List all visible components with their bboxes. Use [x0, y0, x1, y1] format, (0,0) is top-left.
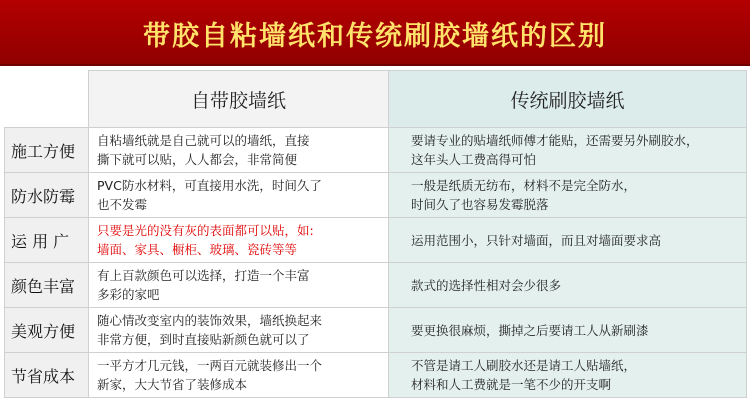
cell-line: 随心情改变室内的装饰效果，墙纸换起来	[97, 313, 323, 328]
cell-line: 新家，大大节省了装修成本	[97, 377, 248, 392]
cell-line: 材料和人工费就是一笔不少的开支啊	[411, 377, 612, 392]
header-traditional: 传统刷胶墙纸	[389, 71, 747, 128]
table-row	[5, 353, 747, 398]
self-adhesive-cell	[89, 173, 389, 218]
header-self-adhesive: 自带胶墙纸	[89, 71, 389, 128]
cell-line: 自粘墙纸就是自己就可以的墙纸，直接	[97, 133, 310, 148]
cell-line: 撕下就可以贴，人人都会，非常简便	[97, 152, 298, 167]
row-label: 美观方便	[5, 308, 89, 353]
cell-line: 一般是纸质无纺布，材料不是完全防水，	[411, 178, 637, 193]
cell-line: 不管是请工人刷胶水还是请工人贴墙纸，	[411, 358, 637, 373]
cell-line: 只要是光的没有灰的表面都可以贴，如:	[97, 223, 314, 238]
comparison-table	[4, 70, 747, 398]
cell-line: 运用范围小，只针对墙面，而且对墙面要求高	[411, 232, 662, 248]
traditional-cell	[389, 353, 747, 398]
traditional-cell	[389, 128, 747, 173]
cell-line: 非常方便，到时直接贴新颜色就可以了	[97, 332, 310, 347]
row-label: 颜色丰富	[5, 263, 89, 308]
header-blank-cell	[5, 71, 89, 128]
comparison-table-wrapper	[4, 70, 746, 396]
cell-line: 多彩的家吧	[97, 287, 160, 302]
cell-line: 要更换很麻烦，撕掉之后要请工人从新刷漆	[411, 322, 649, 338]
traditional-cell	[389, 173, 747, 218]
self-adhesive-cell	[89, 263, 389, 308]
cell-line: 要请专业的贴墙纸师傅才能贴，还需要另外刷胶水，	[411, 133, 699, 148]
cell-line: 这年头人工费高得可怕	[411, 152, 537, 167]
table-row	[5, 263, 747, 308]
cell-line: 有上百款颜色可以选择，打造一个丰富	[97, 268, 310, 283]
table-row	[5, 308, 747, 353]
row-label: 防水防霉	[5, 173, 89, 218]
cell-line: 时间久了也容易发霉脱落	[411, 197, 549, 212]
traditional-cell	[389, 263, 747, 308]
cell-line: 款式的选择性相对会少很多	[411, 277, 562, 293]
table-row	[5, 128, 747, 173]
cell-line: 墙面、家具、橱柜、玻璃、瓷砖等等	[97, 242, 298, 257]
self-adhesive-cell	[89, 308, 389, 353]
traditional-cell	[389, 218, 747, 263]
page-title: 带胶自粘墙纸和传统刷胶墙纸的区别	[0, 0, 750, 66]
row-label: 施工方便	[5, 128, 89, 173]
row-label: 节省成本	[5, 353, 89, 398]
self-adhesive-cell	[89, 128, 389, 173]
row-label: 运 用 广	[5, 218, 89, 263]
self-adhesive-cell-highlighted	[89, 218, 389, 263]
self-adhesive-cell	[89, 353, 389, 398]
table-row	[5, 173, 747, 218]
cell-line: 也不发霉	[97, 197, 148, 212]
table-row	[5, 218, 747, 263]
table-header-row	[5, 71, 747, 128]
traditional-cell	[389, 308, 747, 353]
cell-line: PVC防水材料，可直接用水洗，时间久了	[97, 178, 322, 193]
cell-line: 一平方才几元钱，一两百元就装修出一个	[97, 358, 323, 373]
